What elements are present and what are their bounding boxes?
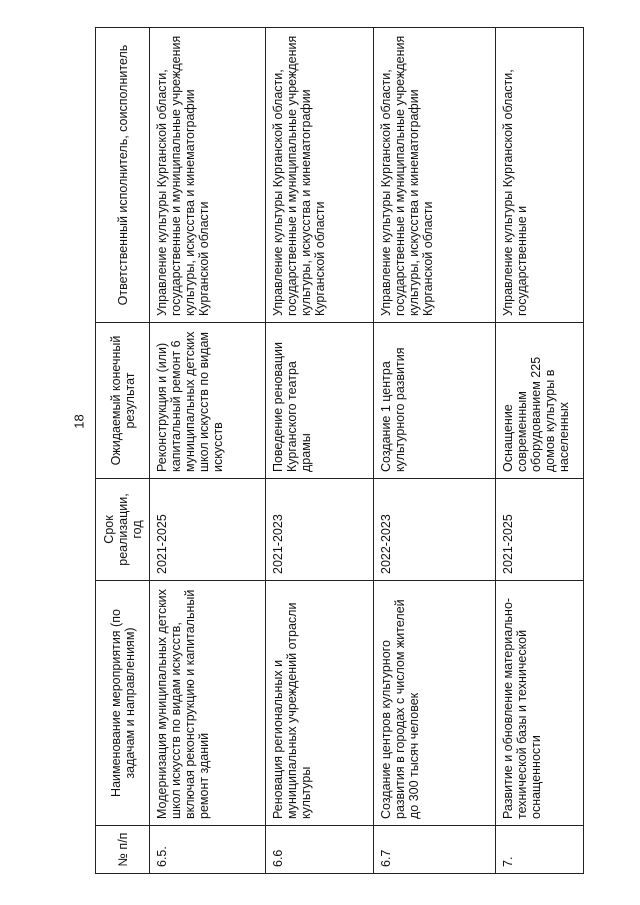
- cell-num: 7.: [496, 826, 584, 874]
- header-name: Наименование мероприятия (по задачам и направлениям): [96, 581, 150, 826]
- measures-table: [95, 27, 584, 874]
- header-responsible: Ответственный исполнитель, соисполнитель: [96, 28, 150, 323]
- table-row: [266, 28, 374, 874]
- page-number: 18: [71, 414, 87, 429]
- table-row: [374, 28, 496, 874]
- cell-num: 6.7: [374, 826, 496, 874]
- cell-responsible: Управление культуры Курганской области, государственные и: [496, 28, 584, 323]
- cell-result: Создание 1 центра культурного развития: [374, 323, 496, 479]
- header-term: Срок реализации, год: [96, 479, 150, 581]
- header-result: Ожидаемый конечный результат: [96, 323, 150, 479]
- cell-name: Развитие и обновление материально-технической базы и технической оснащенности: [496, 581, 584, 826]
- cell-name: Модернизация муниципальных детских школ искусств по видам искусств, включая реконструкцию и капитальный ремонт зданий: [150, 581, 266, 826]
- cell-result: Реконструкция и (или) капитальный ремонт 6 муниципальных детских школ искусств по видам искусств: [150, 323, 266, 479]
- cell-term: 2021-2025: [150, 479, 266, 581]
- rotated-table-wrapper: [95, 28, 583, 874]
- cell-name: Создание центров культурного развития в городах с числом жителей до 300 тысяч человек: [374, 581, 496, 826]
- cell-responsible: Управление культуры Курганской области, государственные и муниципальные учреждения культуры, искусства и кинематографии Курганской области: [150, 28, 266, 323]
- cell-responsible: Управление культуры Курганской области, государственные и муниципальные учреждения культуры, искусства и кинематографии Курганской области: [374, 28, 496, 323]
- cell-term: 2021-2025: [496, 479, 584, 581]
- table-header-row: [96, 28, 150, 874]
- cell-responsible: Управление культуры Курганской области, государственные и муниципальные учреждения культуры, искусства и кинематографии Курганской области: [266, 28, 374, 323]
- cell-term: 2022-2023: [374, 479, 496, 581]
- table-row: [496, 28, 584, 874]
- cell-result: Оснащение современным оборудованием 225 домов культуры в населенных: [496, 323, 584, 479]
- cell-num: 6.6: [266, 826, 374, 874]
- cell-term: 2021-2023: [266, 479, 374, 581]
- cell-name: Реновация региональных и муниципальных учреждений отрасли культуры: [266, 581, 374, 826]
- header-num: № п/п: [96, 826, 150, 874]
- table-row: [150, 28, 266, 874]
- cell-result: Поведение реновации Курганского театра драмы: [266, 323, 374, 479]
- cell-num: 6.5.: [150, 826, 266, 874]
